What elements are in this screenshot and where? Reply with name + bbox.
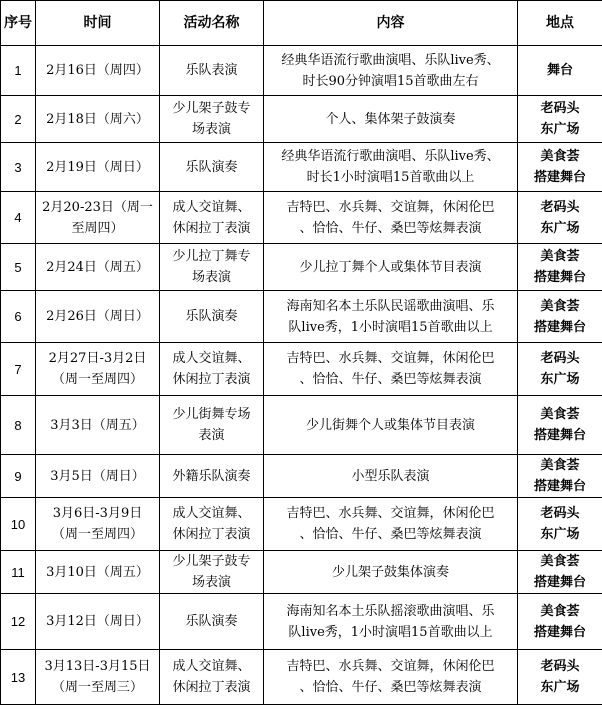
row-location-line: 搭建舞台 <box>533 270 586 285</box>
row-time-line: 3月10日（周五） <box>46 564 149 580</box>
row-content <box>264 343 518 396</box>
row-activity-line: 成人交谊舞、 <box>172 506 251 521</box>
row-location-line: 东广场 <box>540 372 580 387</box>
row-activity-line: 少儿架子鼓专 <box>172 554 251 569</box>
row-number: 5 <box>1 244 36 291</box>
row-activity-line: 外籍乐队演奏 <box>172 468 251 484</box>
table-row <box>1 455 602 498</box>
table-row <box>1 594 602 650</box>
row-content-line: 队live秀，1小时演唱15首歌曲以上 <box>288 319 493 335</box>
row-content <box>264 396 518 455</box>
row-location <box>518 96 602 143</box>
row-activity-line: 休闲拉丁表演 <box>172 527 251 542</box>
header-no: 序号 <box>1 1 36 46</box>
row-time-line: 至周四） <box>71 220 124 236</box>
row-activity <box>160 455 264 498</box>
row-time <box>36 96 160 143</box>
row-time-line: （周一至周四） <box>51 372 143 387</box>
row-time-line: 3月12日（周日） <box>46 614 149 629</box>
row-activity-line: 乐队表演 <box>185 63 238 78</box>
table-row <box>1 396 602 455</box>
row-activity-line: 少儿架子鼓专 <box>172 101 251 116</box>
row-number: 6 <box>1 291 36 343</box>
row-content-line: 个人、集体架子鼓演奏 <box>325 111 456 127</box>
row-number: 1 <box>1 46 36 96</box>
row-time <box>36 192 160 244</box>
row-location-line: 美食荟 <box>540 458 580 473</box>
row-number: 7 <box>1 343 36 396</box>
row-time-line: 3月13日-3月15日 <box>44 659 151 674</box>
row-time-line: 2月24日（周五） <box>46 259 149 275</box>
row-location-line: 搭建舞台 <box>533 479 586 494</box>
row-location-line: 东广场 <box>540 220 580 236</box>
row-content-line: 海南知名本土乐队民谣歌曲演唱、乐 <box>286 298 495 314</box>
row-time-line: 2月19日（周日） <box>46 159 149 175</box>
row-content-line: 吉特巴、水兵舞、交谊舞，休闲伦巴 <box>286 199 495 215</box>
row-number: 2 <box>1 96 36 143</box>
row-number: 13 <box>1 650 36 705</box>
table-row <box>1 96 602 143</box>
row-content-line: 时长1小时演唱15首歌曲以上 <box>306 170 475 185</box>
row-activity <box>160 192 264 244</box>
row-location-line: 老码头 <box>540 506 580 521</box>
row-activity-line: 成人交谊舞、 <box>172 199 251 215</box>
row-content <box>264 46 518 96</box>
row-activity <box>160 143 264 192</box>
row-content-line: 经典华语流行歌曲演唱、乐队live秀、 <box>281 149 500 164</box>
header-location: 地点 <box>518 1 602 46</box>
row-activity <box>160 594 264 650</box>
row-activity-line: 少儿拉丁舞专 <box>172 249 251 264</box>
row-location-line: 搭建舞台 <box>533 575 586 590</box>
row-time <box>36 455 160 498</box>
row-content-line: 少儿架子鼓集体演奏 <box>331 564 449 580</box>
row-location <box>518 551 602 594</box>
table-row <box>1 46 602 96</box>
row-time <box>36 143 160 192</box>
row-activity-line: 休闲拉丁表演 <box>172 220 251 236</box>
row-time-line: 3月5日（周日） <box>50 468 145 484</box>
row-location-line: 美食荟 <box>540 249 580 264</box>
row-time <box>36 594 160 650</box>
row-activity-line: 乐队演奏 <box>185 614 238 629</box>
row-time <box>36 244 160 291</box>
row-activity-line: 少儿街舞专场 <box>172 407 251 422</box>
row-activity-line: 场表演 <box>191 270 231 285</box>
row-time <box>36 291 160 343</box>
row-time <box>36 46 160 96</box>
row-activity <box>160 551 264 594</box>
row-location <box>518 498 602 551</box>
row-activity <box>160 498 264 551</box>
row-activity-line: 休闲拉丁表演 <box>172 372 251 387</box>
row-time <box>36 498 160 551</box>
row-location-line: 美食荟 <box>540 407 580 422</box>
header-activity: 活动名称 <box>160 1 264 46</box>
row-number: 10 <box>1 498 36 551</box>
row-time <box>36 396 160 455</box>
row-activity-line: 乐队演奏 <box>185 309 238 324</box>
row-content-line: 吉特巴、水兵舞、交谊舞，休闲伦巴 <box>286 659 495 674</box>
row-location-line: 美食荟 <box>540 554 580 569</box>
row-content <box>264 291 518 343</box>
row-activity-line: 成人交谊舞、 <box>172 659 251 674</box>
table-row <box>1 143 602 192</box>
row-activity <box>160 291 264 343</box>
row-time-line: 3月6日-3月9日 <box>52 506 143 521</box>
row-location <box>518 343 602 396</box>
table-row <box>1 498 602 551</box>
header-content: 内容 <box>264 1 518 46</box>
row-content-line: 吉特巴、水兵舞、交谊舞，休闲伦巴 <box>286 506 495 521</box>
header-time: 时间 <box>36 1 160 46</box>
row-location-line: 东广场 <box>540 527 580 542</box>
row-content <box>264 192 518 244</box>
row-location-line: 美食荟 <box>540 298 580 314</box>
row-activity <box>160 96 264 143</box>
row-number: 12 <box>1 594 36 650</box>
table-row <box>1 551 602 594</box>
row-activity <box>160 650 264 705</box>
row-location <box>518 396 602 455</box>
row-time <box>36 650 160 705</box>
row-number: 8 <box>1 396 36 455</box>
row-time <box>36 343 160 396</box>
table-row <box>1 244 602 291</box>
row-content <box>264 498 518 551</box>
row-location-line: 搭建舞台 <box>533 170 586 185</box>
row-location-line: 搭建舞台 <box>533 624 586 640</box>
row-activity-line: 乐队演奏 <box>185 159 238 175</box>
row-content <box>264 455 518 498</box>
table-row <box>1 650 602 705</box>
row-location-line: 搭建舞台 <box>533 428 586 443</box>
row-content-line: 经典华语流行歌曲演唱、乐队live秀、 <box>281 52 500 68</box>
row-number: 4 <box>1 192 36 244</box>
row-location <box>518 291 602 343</box>
row-location-line: 老码头 <box>540 101 580 116</box>
row-content-line: 少儿拉丁舞个人或集体节目表演 <box>299 259 482 275</box>
row-activity-line: 场表演 <box>191 122 231 137</box>
table-row <box>1 192 602 244</box>
row-content <box>264 650 518 705</box>
row-time-line: 2月16日（周四） <box>46 63 149 78</box>
table-row <box>1 291 602 343</box>
row-content <box>264 143 518 192</box>
row-location <box>518 244 602 291</box>
row-time-line: （周一至周四） <box>51 527 143 542</box>
row-location-line: 搭建舞台 <box>533 319 586 335</box>
row-content-line: 小型乐队表演 <box>351 468 430 484</box>
row-content-line: 、恰恰、牛仔、桑巴等炫舞表演 <box>299 527 482 542</box>
schedule-body <box>1 46 602 705</box>
row-location <box>518 46 602 96</box>
row-content-line: 、恰恰、牛仔、桑巴等炫舞表演 <box>299 372 482 387</box>
row-time-line: （周一至周三） <box>51 680 143 695</box>
row-location <box>518 650 602 705</box>
row-number: 3 <box>1 143 36 192</box>
row-content <box>264 244 518 291</box>
row-location-line: 老码头 <box>540 659 580 674</box>
row-location-line: 美食荟 <box>540 149 580 164</box>
row-location-line: 美食荟 <box>540 603 580 619</box>
row-activity-line: 场表演 <box>191 575 231 590</box>
row-activity <box>160 396 264 455</box>
row-number: 11 <box>1 551 36 594</box>
row-time <box>36 551 160 594</box>
row-content-line: 时长90分钟演唱15首歌曲左右 <box>302 73 479 89</box>
row-location <box>518 143 602 192</box>
row-content-line: 、恰恰、牛仔、桑巴等炫舞表演 <box>299 220 482 236</box>
row-content-line: 少儿街舞个人或集体节目表演 <box>305 417 475 433</box>
row-location <box>518 455 602 498</box>
row-content <box>264 594 518 650</box>
row-number: 9 <box>1 455 36 498</box>
row-activity <box>160 244 264 291</box>
header-row <box>1 1 602 46</box>
row-content <box>264 551 518 594</box>
table-row <box>1 343 602 396</box>
row-location <box>518 192 602 244</box>
row-location-line: 老码头 <box>540 351 580 366</box>
row-activity-line: 表演 <box>198 428 225 443</box>
row-content-line: 海南知名本土乐队摇滚歌曲演唱、乐 <box>286 603 495 619</box>
row-location <box>518 594 602 650</box>
row-content-line: 、恰恰、牛仔、桑巴等炫舞表演 <box>299 680 482 695</box>
row-activity <box>160 46 264 96</box>
row-activity <box>160 343 264 396</box>
row-activity-line: 成人交谊舞、 <box>172 351 251 366</box>
row-location-line: 老码头 <box>540 199 580 215</box>
row-time-line: 2月18日（周六） <box>46 111 149 127</box>
row-time-line: 2月27日-3月2日 <box>48 351 147 366</box>
row-location-line: 舞台 <box>546 63 573 78</box>
row-content <box>264 96 518 143</box>
row-time-line: 2月26日（周日） <box>46 309 149 324</box>
row-content-line: 队live秀，1小时演唱15首歌曲以上 <box>288 624 493 640</box>
row-time-line: 3月3日（周五） <box>50 417 145 433</box>
row-location-line: 东广场 <box>540 122 580 137</box>
row-content-line: 吉特巴、水兵舞、交谊舞，休闲伦巴 <box>286 351 495 366</box>
row-activity-line: 休闲拉丁表演 <box>172 680 251 695</box>
row-time-line: 2月20-23日（周一 <box>42 199 153 215</box>
row-location-line: 东广场 <box>540 680 580 695</box>
